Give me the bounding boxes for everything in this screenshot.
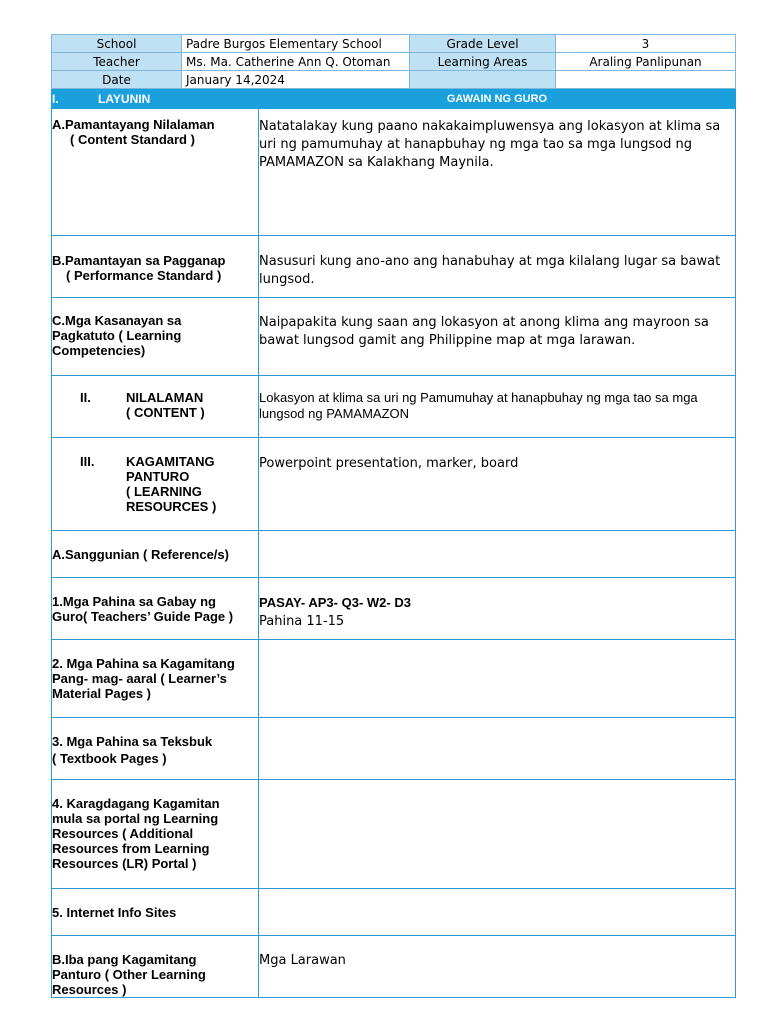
performance-standard-label-line1: B.Pamantayan sa Pagganap: [52, 253, 226, 268]
competencies-label-line2: Pagkatuto ( Learning: [52, 328, 182, 343]
nilalaman-label-line1: NILALAMAN: [126, 390, 204, 405]
internet-info-label: 5. Internet Info Sites: [52, 889, 259, 936]
row-internet-info: [52, 889, 736, 936]
textbook-empty: [259, 718, 736, 780]
nilalaman-label: [52, 376, 259, 438]
row-textbook: [52, 718, 736, 780]
performance-standard-text: Nasusuri kung ano-ano ang hanabuhay at mga kilalang lugar sa bawat lungsod.: [259, 236, 736, 298]
date-label: Date: [52, 71, 182, 89]
row-teachers-guide: [52, 578, 736, 640]
grade-level-value: 3: [556, 35, 736, 53]
grade-level-label: Grade Level: [410, 35, 556, 53]
nilalaman-number: II.: [80, 390, 91, 405]
learning-areas-value: Araling Panlipunan: [556, 53, 736, 71]
row-sanggunian: [52, 531, 736, 578]
textbook-label-line2: ( Textbook Pages ): [52, 751, 167, 766]
sanggunian-label: A.Sanggunian ( Reference/s): [52, 531, 259, 578]
header-row-school: [52, 35, 736, 53]
learners-material-label-line3: Material Pages ): [52, 686, 151, 701]
empty-value-cell: [556, 71, 736, 89]
empty-label-cell: [410, 71, 556, 89]
teachers-guide-pages: Pahina 11-15: [259, 614, 345, 629]
performance-standard-label-line2: ( Performance Standard ): [66, 268, 222, 283]
competencies-label-line3: Competencies): [52, 343, 146, 358]
additional-label-line1: 4. Karagdagang Kagamitan: [52, 796, 220, 811]
row-kagamitan: [52, 438, 736, 531]
content-standard-label: [52, 109, 259, 236]
gawain-ng-guro-header: GAWAIN NG GURO: [259, 90, 736, 109]
performance-standard-label: [52, 236, 259, 298]
kagamitan-label-line3: ( LEARNING: [126, 484, 202, 499]
row-content-standard: [52, 109, 736, 236]
row-nilalaman: [52, 376, 736, 438]
layunin-header: [52, 90, 259, 109]
row-learners-material: [52, 640, 736, 718]
additional-label-line5: Resources (LR) Portal ): [52, 856, 197, 871]
other-resources-label: [52, 936, 259, 998]
textbook-label-line1: 3. Mga Pahina sa Teksbuk: [52, 734, 213, 749]
teachers-guide-label: [52, 578, 259, 640]
row-additional-resources: [52, 780, 736, 889]
other-label-line3: Resources ): [52, 982, 127, 997]
additional-label-line3: Resources ( Additional: [52, 826, 194, 841]
nilalaman-label-line2: ( CONTENT ): [126, 405, 205, 420]
kagamitan-label: [52, 438, 259, 531]
lesson-plan-table: [51, 89, 736, 998]
teachers-guide-label-line2: Guro( Teachers’ Guide Page ): [52, 609, 234, 624]
layunin-number: I.: [52, 92, 59, 106]
layunin-title: LAYUNIN: [98, 92, 151, 106]
sanggunian-empty: [259, 531, 736, 578]
additional-resources-empty: [259, 780, 736, 889]
section-header-bar: [52, 90, 736, 109]
teachers-guide-code: PASAY- AP3- Q3- W2- D3: [259, 595, 411, 610]
teacher-value: Ms. Ma. Catherine Ann Q. Otoman: [182, 53, 410, 71]
competencies-text: Naipapakita kung saan ang lokasyon at anong klima ang mayroon sa bawat lungsod gamit ang Philippine map at mga larawan.: [259, 298, 736, 376]
header-row-date: [52, 71, 736, 89]
internet-info-empty: [259, 889, 736, 936]
row-competencies: [52, 298, 736, 376]
learners-material-label: [52, 640, 259, 718]
competencies-label-line1: C.Mga Kasanayan sa: [52, 313, 182, 328]
additional-label-line4: Resources from Learning: [52, 841, 210, 856]
learners-material-label-line2: Pang- mag- aaral ( Learner’s: [52, 671, 227, 686]
school-label: School: [52, 35, 182, 53]
teachers-guide-text: [259, 578, 736, 640]
kagamitan-label-line1: KAGAMITANG: [126, 454, 215, 469]
content-standard-label-line1: A.Pamantayang Nilalaman: [52, 117, 215, 132]
competencies-label: [52, 298, 259, 376]
teacher-label: Teacher: [52, 53, 182, 71]
other-resources-text: Mga Larawan: [259, 936, 736, 998]
learning-areas-label: Learning Areas: [410, 53, 556, 71]
header-info-table: [51, 34, 736, 89]
learners-material-label-line1: 2. Mga Pahina sa Kagamitang: [52, 656, 235, 671]
row-other-resources: [52, 936, 736, 998]
content-standard-text: Natatalakay kung paano nakakaimpluwensya ang lokasyon at klima sa uri ng pamumuhay at hanapbuhay ng mga tao sa mga lungsod ng PAMAMAZON sa Kalakhang Maynila.: [259, 109, 736, 236]
kagamitan-text: Powerpoint presentation, marker, board: [259, 438, 736, 531]
kagamitan-number: III.: [80, 454, 95, 469]
header-row-teacher: [52, 53, 736, 71]
date-value: January 14,2024: [182, 71, 410, 89]
content-standard-label-line2: ( Content Standard ): [70, 132, 195, 147]
school-value: Padre Burgos Elementary School: [182, 35, 410, 53]
nilalaman-text: Lokasyon at klima sa uri ng Pamumuhay at hanapbuhay ng mga tao sa mga lungsod ng PAMAMAZON: [259, 376, 736, 438]
row-performance-standard: [52, 236, 736, 298]
other-label-line1: B.Iba pang Kagamitang: [52, 952, 197, 967]
learners-material-empty: [259, 640, 736, 718]
kagamitan-label-line4: RESOURCES ): [126, 499, 217, 514]
teachers-guide-label-line1: 1.Mga Pahina sa Gabay ng: [52, 594, 216, 609]
kagamitan-label-line2: PANTURO: [126, 469, 190, 484]
textbook-label: [52, 718, 259, 780]
additional-label-line2: mula sa portal ng Learning: [52, 811, 219, 826]
other-label-line2: Panturo ( Other Learning: [52, 967, 206, 982]
additional-resources-label: [52, 780, 259, 889]
